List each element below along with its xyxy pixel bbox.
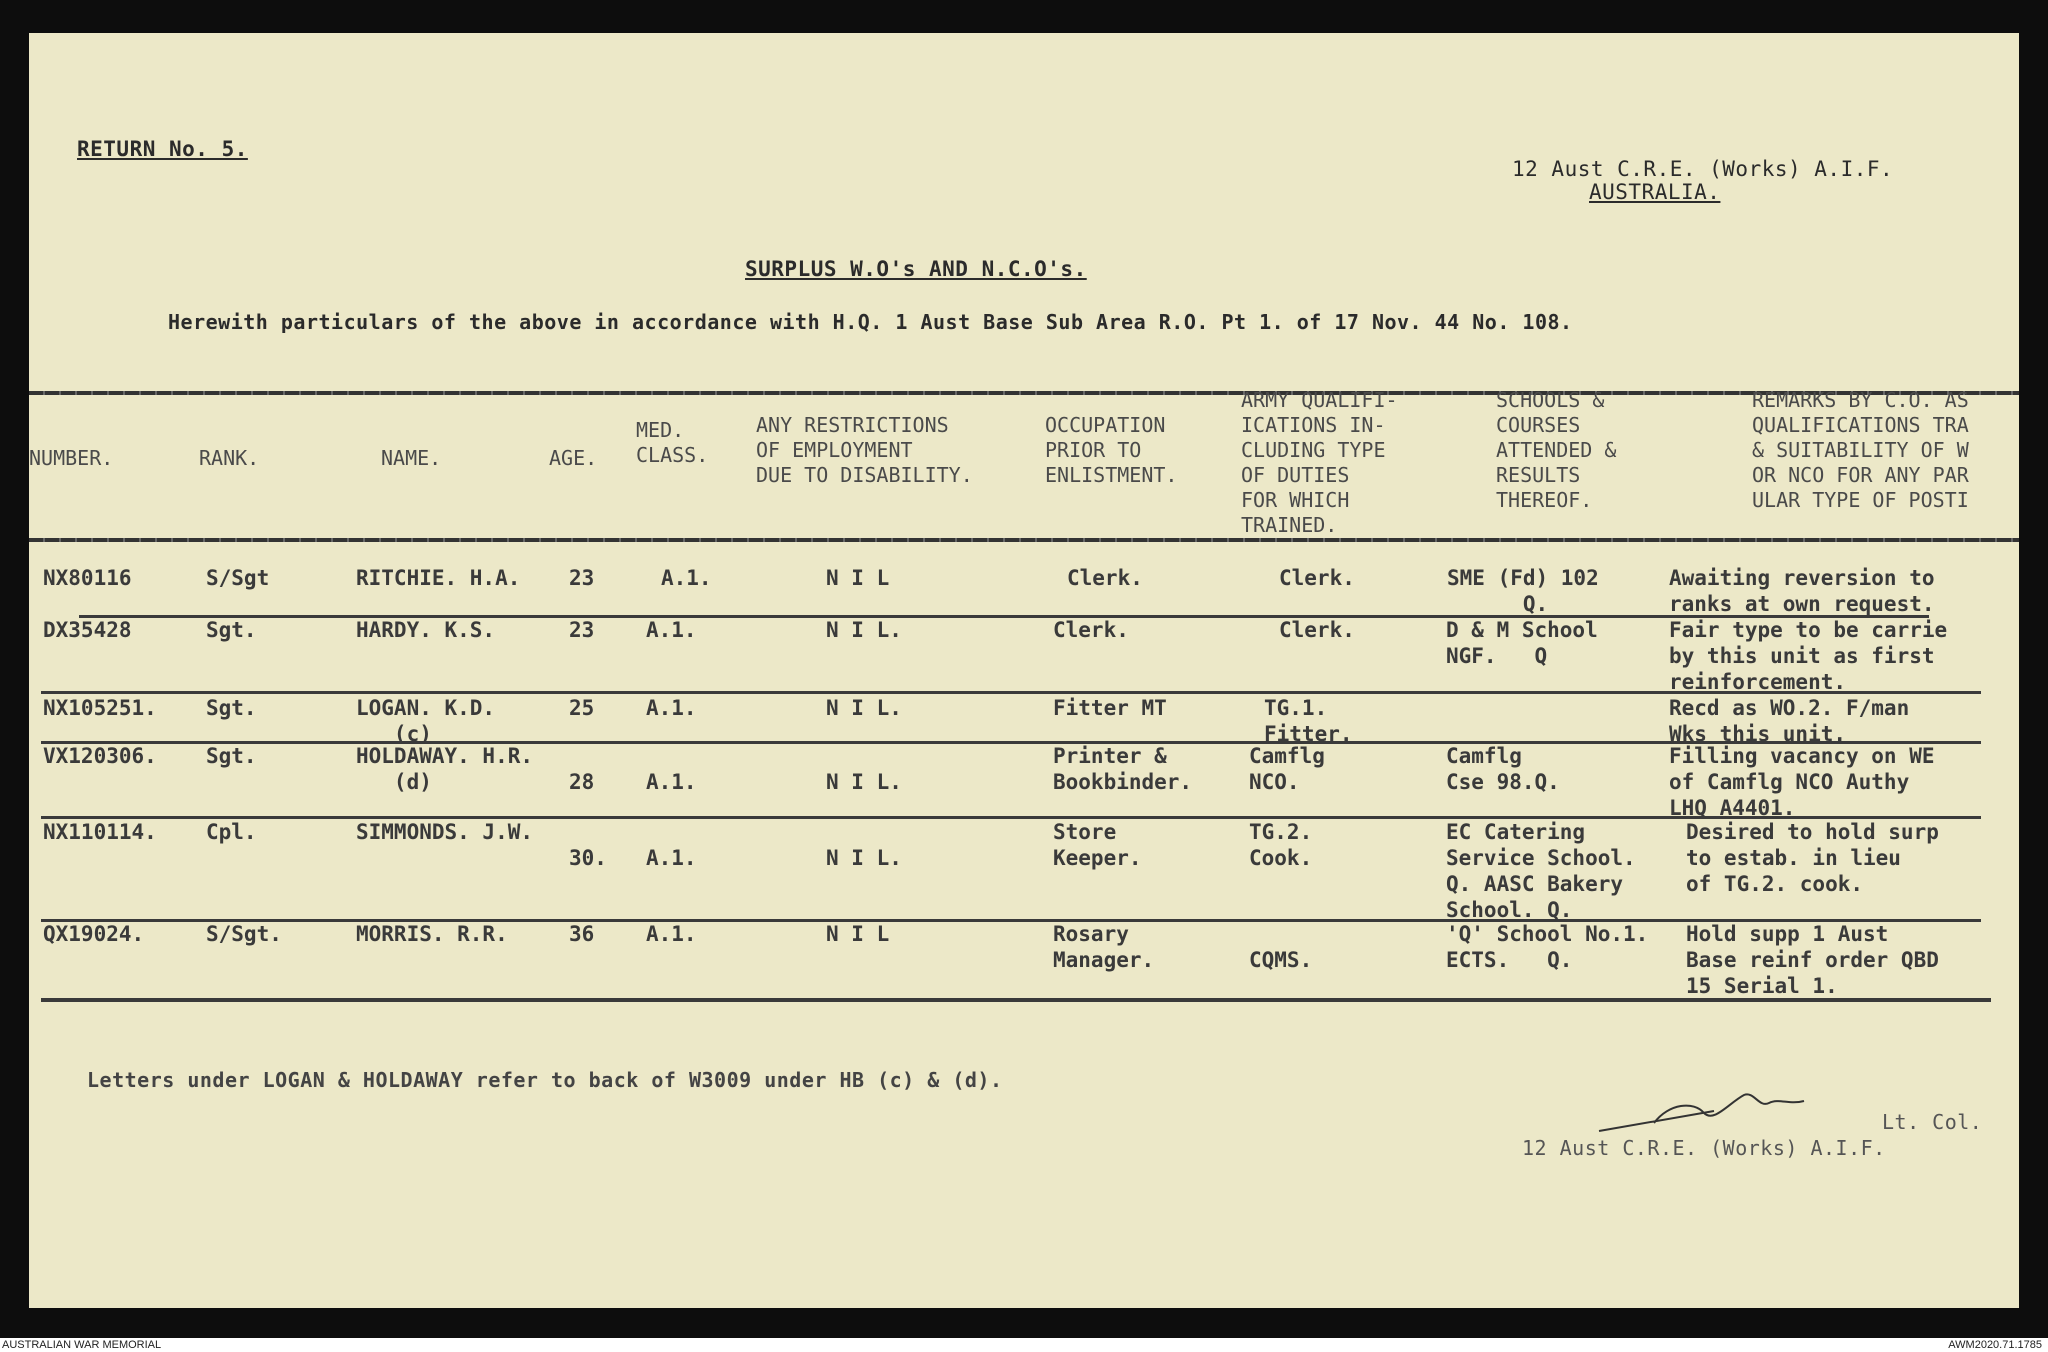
row-3-name: LOGAN. K.D. (c) [356, 696, 496, 746]
row-5-name: SIMMONDS. J.W. [356, 820, 534, 844]
col-header-remarks: REMARKS BY C.O. AS QUALIFICATIONS TRA & SUITABILITY OF W OR NCO FOR ANY PAR ULAR TYPE OF POSTI [1752, 388, 1969, 512]
row-1-schools: SME (Fd) 102 Q. [1447, 566, 1599, 616]
row-2-name: HARDY. K.S. [356, 618, 496, 642]
row-3-occupation: Fitter MT [1053, 696, 1167, 720]
row-5-rank: Cpl. [206, 820, 257, 844]
row-4-med: A.1. [646, 770, 697, 794]
row-6-occupation: Rosary Manager. [1053, 922, 1155, 972]
archive-credit: AUSTRALIAN WAR MEMORIAL [2, 1339, 162, 1351]
row-5-number: NX110114. [43, 820, 157, 844]
row-2-med: A.1. [646, 618, 697, 642]
col-header-occupation: OCCUPATION PRIOR TO ENLISTMENT. [1045, 413, 1178, 487]
row-1-occupation: Clerk. [1067, 566, 1143, 590]
row-2-army-quals: Clerk. [1279, 618, 1355, 642]
return-number: RETURN No. 5. [77, 137, 248, 161]
col-header-med-class: MED. CLASS. [636, 418, 709, 467]
row-2-remarks: Fair type to be carrie by this unit as first reinforcement. [1669, 618, 1948, 694]
table-top-rule [29, 391, 2019, 395]
col-header-schools: SCHOOLS & COURSES ATTENDED & RESULTS THEREOF. [1496, 388, 1617, 512]
row-3-restrictions: N I L. [826, 696, 902, 720]
row-6-age: 36 [569, 922, 595, 946]
row-6-schools: 'Q' School No.1. ECTS. Q. [1446, 922, 1649, 972]
row-1-remarks: Awaiting reversion to ranks at own request. [1669, 566, 1935, 616]
row-5-age: 30. [569, 846, 607, 870]
row-6-remarks: Hold supp 1 Aust Base reinf order QBD 15 Serial 1. [1686, 922, 1939, 998]
row-1-number: NX80116 [43, 566, 132, 590]
row-4-age: 28 [569, 770, 595, 794]
row-1-rank: S/Sgt [206, 566, 270, 590]
col-header-army-quals: ARMY QUALIFI- ICATIONS IN- CLUDING TYPE OF DUTIES FOR WHICH TRAINED. [1241, 388, 1398, 537]
row-6-name: MORRIS. R.R. [356, 922, 508, 946]
col-header-name: NAME. [381, 446, 442, 470]
row-2-age: 23 [569, 618, 595, 642]
row-2-occupation: Clerk. [1053, 618, 1129, 642]
row-5-remarks: Desired to hold surp to estab. in lieu of TG.2. cook. [1686, 820, 1939, 896]
row-2-rank: Sgt. [206, 618, 257, 642]
col-header-rank: RANK. [199, 446, 260, 470]
intro-text: Herewith particulars of the above in accordance with H.Q. 1 Aust Base Sub Area R.O. Pt 1. of 17 Nov. 44 No. 108. [168, 310, 1573, 334]
row-3-med: A.1. [646, 696, 697, 720]
row-6-restrictions: N I L [826, 922, 890, 946]
row-3-rank: Sgt. [206, 696, 257, 720]
unit-name: 12 Aust C.R.E. (Works) A.I.F. [1512, 157, 1894, 181]
unit-country: AUSTRALIA. [1589, 180, 1721, 204]
row-3-number: NX105251. [43, 696, 157, 720]
document-title: SURPLUS W.O's AND N.C.O's. [745, 257, 1087, 281]
row-6-army-quals: CQMS. [1249, 948, 1313, 972]
archive-accession-number: AWM2020.71.1785 [1948, 1339, 2042, 1351]
row-2-restrictions: N I L. [826, 618, 902, 642]
row-1-med: A.1. [661, 566, 712, 590]
row-1-restrictions: N I L [826, 566, 890, 590]
signature-scrawl [1594, 1073, 1854, 1143]
row-1-name: RITCHIE. H.A. [356, 566, 521, 590]
row-4-restrictions: N I L. [826, 770, 902, 794]
col-header-age: AGE. [549, 446, 598, 470]
row-5-army-quals: TG.2. Cook. [1249, 820, 1313, 870]
footnote: Letters under LOGAN & HOLDAWAY refer to back of W3009 under HB (c) & (d). [87, 1068, 1003, 1092]
row-3-age: 25 [569, 696, 595, 720]
row-5-schools: EC Catering Service School. Q. AASC Bakery School. Q. [1446, 820, 1636, 922]
row-4-number: VX120306. [43, 744, 157, 768]
row-6-number: QX19024. [43, 922, 145, 946]
row-4-army-quals: Camflg NCO. [1249, 744, 1325, 794]
row-3-army-quals: TG.1. Fitter. [1264, 696, 1353, 746]
row-5-restrictions: N I L. [826, 846, 902, 870]
row-4-remarks: Filling vacancy on WE of Camflg NCO Authy LHQ A4401. [1669, 744, 1935, 820]
row-6-med: A.1. [646, 922, 697, 946]
signatory-rank: Lt. Col. [1882, 1110, 1983, 1134]
row-4-name: HOLDAWAY. H.R. (d) [356, 744, 534, 794]
row-2-number: DX35428 [43, 618, 132, 642]
row-1-age: 23 [569, 566, 595, 590]
col-header-number: NUMBER. [29, 446, 114, 470]
row-5-med: A.1. [646, 846, 697, 870]
header-bottom-rule [29, 538, 2019, 542]
row-4-rank: Sgt. [206, 744, 257, 768]
row-2-schools: D & M School NGF. Q [1446, 618, 1598, 668]
document-page [29, 33, 2019, 1308]
signatory-unit: 12 Aust C.R.E. (Works) A.I.F. [1522, 1136, 1886, 1160]
row-4-occupation: Printer & Bookbinder. [1053, 744, 1193, 794]
row-3-remarks: Recd as WO.2. F/man Wks this unit. [1669, 696, 1910, 746]
col-header-restrictions: ANY RESTRICTIONS OF EMPLOYMENT DUE TO DISABILITY. [756, 413, 973, 487]
row-1-army-quals: Clerk. [1279, 566, 1355, 590]
row-6-rank: S/Sgt. [206, 922, 282, 946]
row-4-schools: Camflg Cse 98.Q. [1446, 744, 1560, 794]
row-5-occupation: Store Keeper. [1053, 820, 1142, 870]
